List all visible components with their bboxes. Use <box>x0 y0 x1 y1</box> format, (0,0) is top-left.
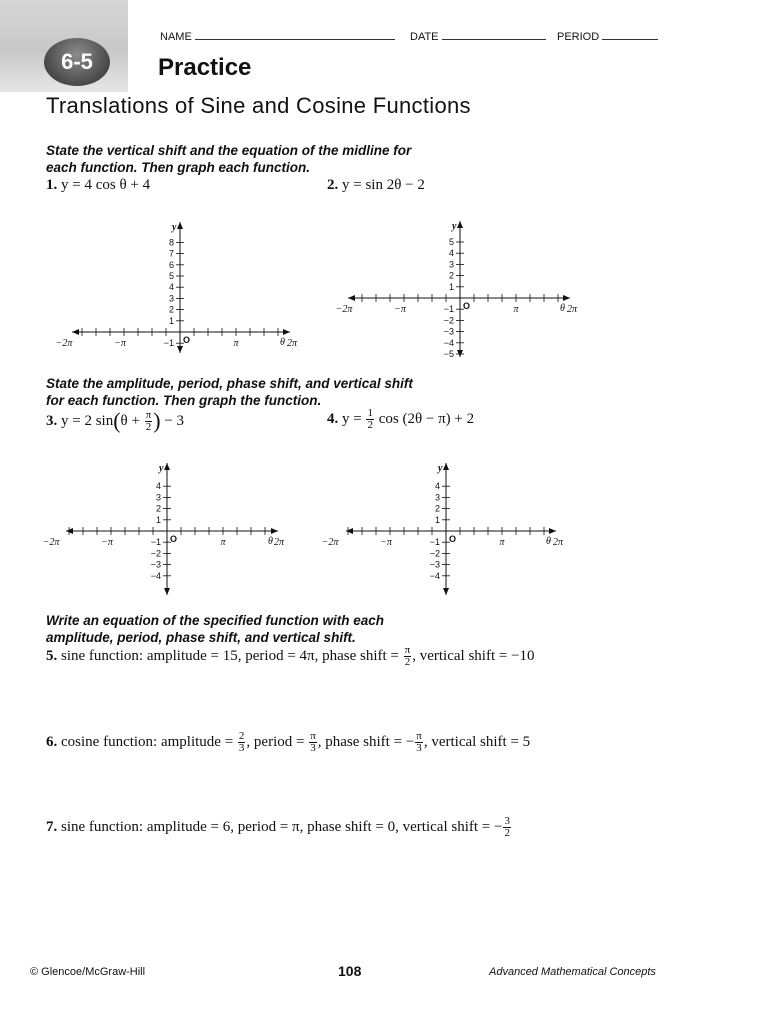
x-axis-label: θ <box>560 303 565 314</box>
date-label: DATE <box>410 31 439 43</box>
problem-5-number: 5. <box>46 647 58 664</box>
y-tick-label: −3 <box>429 559 440 570</box>
x-tick-label: 2π <box>286 338 298 349</box>
frac-den: 2 <box>367 419 373 431</box>
y-axis-arrow-up <box>164 463 170 470</box>
x-tick-label: −π <box>380 537 392 548</box>
frac-num: 2 <box>238 730 245 742</box>
section1-instr-line1: State the vertical shift and the equation of the midline for <box>46 143 412 158</box>
y-tick-label: 3 <box>168 293 174 304</box>
problem-4-post: cos (2θ − π) + 2 <box>378 410 475 427</box>
y-axis-label: y <box>159 463 164 474</box>
x-axis-arrow-right <box>271 528 278 534</box>
y-tick-label: −2 <box>429 548 440 559</box>
graph-2 <box>336 221 578 359</box>
y-tick-label: 1 <box>434 514 440 525</box>
x-axis-label: θ <box>268 536 273 547</box>
y-tick-label: −4 <box>429 570 440 581</box>
x-axis-arrow-left <box>72 329 79 335</box>
section2-instr-line1: State the amplitude, period, phase shift, and vertical shift <box>46 376 413 391</box>
x-axis-arrow-left <box>346 528 353 534</box>
y-tick-label: 4 <box>448 248 454 259</box>
y-tick-label: 1 <box>168 315 174 326</box>
x-tick-label: −π <box>114 338 126 349</box>
graph-3 <box>43 463 285 595</box>
x-tick-label: π <box>233 338 239 349</box>
problem-6-text-b: , period = <box>246 733 305 750</box>
x-tick-label: π <box>220 537 226 548</box>
section2-instr-line2: for each function. Then graph the function. <box>46 393 322 408</box>
frac-num: π <box>404 644 411 656</box>
period-label: PERIOD <box>557 31 600 43</box>
x-tick-label: −π <box>101 537 113 548</box>
problem-3-number: 3. <box>46 413 58 429</box>
paren-close: ) <box>153 408 161 433</box>
y-tick-label: −4 <box>150 570 161 581</box>
y-tick-label: 8 <box>168 237 174 248</box>
x-axis-arrow-left <box>66 528 73 534</box>
y-axis-label: y <box>172 222 177 233</box>
section3-instr-line1: Write an equation of the specified function with each <box>46 613 385 628</box>
problem-6-text-c: , phase shift = − <box>317 733 415 750</box>
frac-num: π <box>145 409 152 422</box>
x-tick-label: −π <box>394 304 406 315</box>
graph-4 <box>322 463 564 595</box>
x-tick-label: π <box>513 304 519 315</box>
problem-3-post: − 3 <box>164 413 185 429</box>
y-tick-label: 3 <box>155 492 161 503</box>
y-tick-label: −1 <box>150 537 161 548</box>
y-tick-label: 1 <box>448 281 454 292</box>
origin-label: O <box>463 301 471 311</box>
problem-5-text-b: , vertical shift = −10 <box>412 647 535 664</box>
y-axis-arrow-up <box>443 463 449 470</box>
page-number: 108 <box>338 963 362 979</box>
frac-num: π <box>310 730 316 742</box>
copyright: © Glencoe/McGraw-Hill <box>30 966 146 978</box>
problem-7-text-a: sine function: amplitude = 6, period = π, phase shift = 0, vertical shift = − <box>61 818 503 835</box>
x-axis-arrow-left <box>348 295 355 301</box>
frac-num: 3 <box>504 815 510 827</box>
problem-3-pre: y = 2 sin <box>61 413 114 429</box>
frac-den: 2 <box>404 656 411 668</box>
x-tick-label: −2π <box>335 304 353 315</box>
y-tick-label: 5 <box>448 237 454 247</box>
y-tick-label: 2 <box>155 503 161 514</box>
section1-instr-line2: each function. Then graph each function. <box>46 160 311 175</box>
name-label: NAME <box>160 31 192 43</box>
x-axis-label: θ <box>546 536 551 547</box>
y-tick-label: −3 <box>150 559 161 570</box>
problem-2-equation: y = sin 2θ − 2 <box>342 177 425 193</box>
problem-6-text-a: cosine function: amplitude = <box>61 733 234 750</box>
y-tick-label: −1 <box>443 304 454 315</box>
y-tick-label: −2 <box>443 315 454 326</box>
problem-2-number: 2. <box>327 177 339 193</box>
y-tick-label: 6 <box>168 259 174 270</box>
y-tick-label: 4 <box>168 282 174 293</box>
y-tick-label: −3 <box>443 326 454 337</box>
problem-4-number: 4. <box>327 410 339 427</box>
y-tick-label: −1 <box>429 537 440 548</box>
problem-1-equation: y = 4 cos θ + 4 <box>61 177 151 193</box>
book-title: Advanced Mathematical Concepts <box>489 966 656 978</box>
problem-3-inner: θ + <box>120 413 140 429</box>
y-axis-arrow-down <box>177 346 183 353</box>
frac-den: 2 <box>145 421 152 434</box>
y-tick-label: 5 <box>168 271 174 281</box>
origin-label: O <box>170 534 178 544</box>
frac-den: 3 <box>416 742 422 754</box>
y-tick-label: 2 <box>448 270 454 281</box>
y-axis-label: y <box>438 463 443 474</box>
y-tick-label: −4 <box>443 337 454 348</box>
y-axis-arrow-up <box>177 222 183 229</box>
origin-label: O <box>449 534 457 544</box>
x-tick-label: 2π <box>566 304 578 315</box>
frac-num: 1 <box>367 407 373 419</box>
problem-6-text-d: , vertical shift = 5 <box>423 733 531 750</box>
y-tick-label: 4 <box>434 481 440 492</box>
x-axis-arrow-right <box>563 295 570 301</box>
graph-1 <box>56 222 298 353</box>
x-axis-label: θ <box>280 337 285 348</box>
problem-4-pre: y = <box>342 410 362 427</box>
y-axis-arrow-down <box>457 350 463 357</box>
problem-7-number: 7. <box>46 818 58 835</box>
y-tick-label: 3 <box>448 259 454 270</box>
x-tick-label: π <box>499 537 505 548</box>
y-tick-label: 2 <box>434 503 440 514</box>
y-tick-label: −2 <box>150 548 161 559</box>
frac-den: 3 <box>238 742 245 754</box>
frac-den: 3 <box>310 742 316 754</box>
y-tick-label: 2 <box>168 304 174 315</box>
frac-den: 2 <box>504 827 510 839</box>
x-axis-arrow-right <box>283 329 290 335</box>
paren-open: ( <box>113 408 121 433</box>
section3-instr-line2: amplitude, period, phase shift, and vertical shift. <box>46 630 356 645</box>
y-axis-arrow-down <box>443 588 449 595</box>
x-tick-label: 2π <box>552 537 564 548</box>
y-tick-label: 3 <box>434 492 440 503</box>
x-tick-label: 2π <box>273 537 285 548</box>
problem-1-number: 1. <box>46 177 58 193</box>
y-tick-label: 7 <box>168 248 174 259</box>
x-tick-label: −2π <box>55 338 73 349</box>
y-axis-arrow-up <box>457 221 463 228</box>
problem-6-number: 6. <box>46 733 58 750</box>
y-tick-label: −1 <box>163 338 174 349</box>
problem-5-text-a: sine function: amplitude = 15, period = 4π, phase shift = <box>61 647 399 664</box>
page-title: Translations of Sine and Cosine Functions <box>46 93 471 118</box>
practice-heading: Practice <box>158 54 252 81</box>
x-tick-label: −2π <box>321 537 339 548</box>
y-axis-arrow-down <box>164 588 170 595</box>
y-tick-label: 4 <box>155 481 161 492</box>
frac-num: π <box>416 730 422 742</box>
y-tick-label: 1 <box>155 514 161 525</box>
y-tick-label: −5 <box>443 349 454 359</box>
lesson-badge: 6-5 <box>44 38 110 86</box>
y-axis-label: y <box>452 221 457 232</box>
x-axis-arrow-right <box>549 528 556 534</box>
origin-label: O <box>183 335 191 345</box>
x-tick-label: −2π <box>42 537 60 548</box>
